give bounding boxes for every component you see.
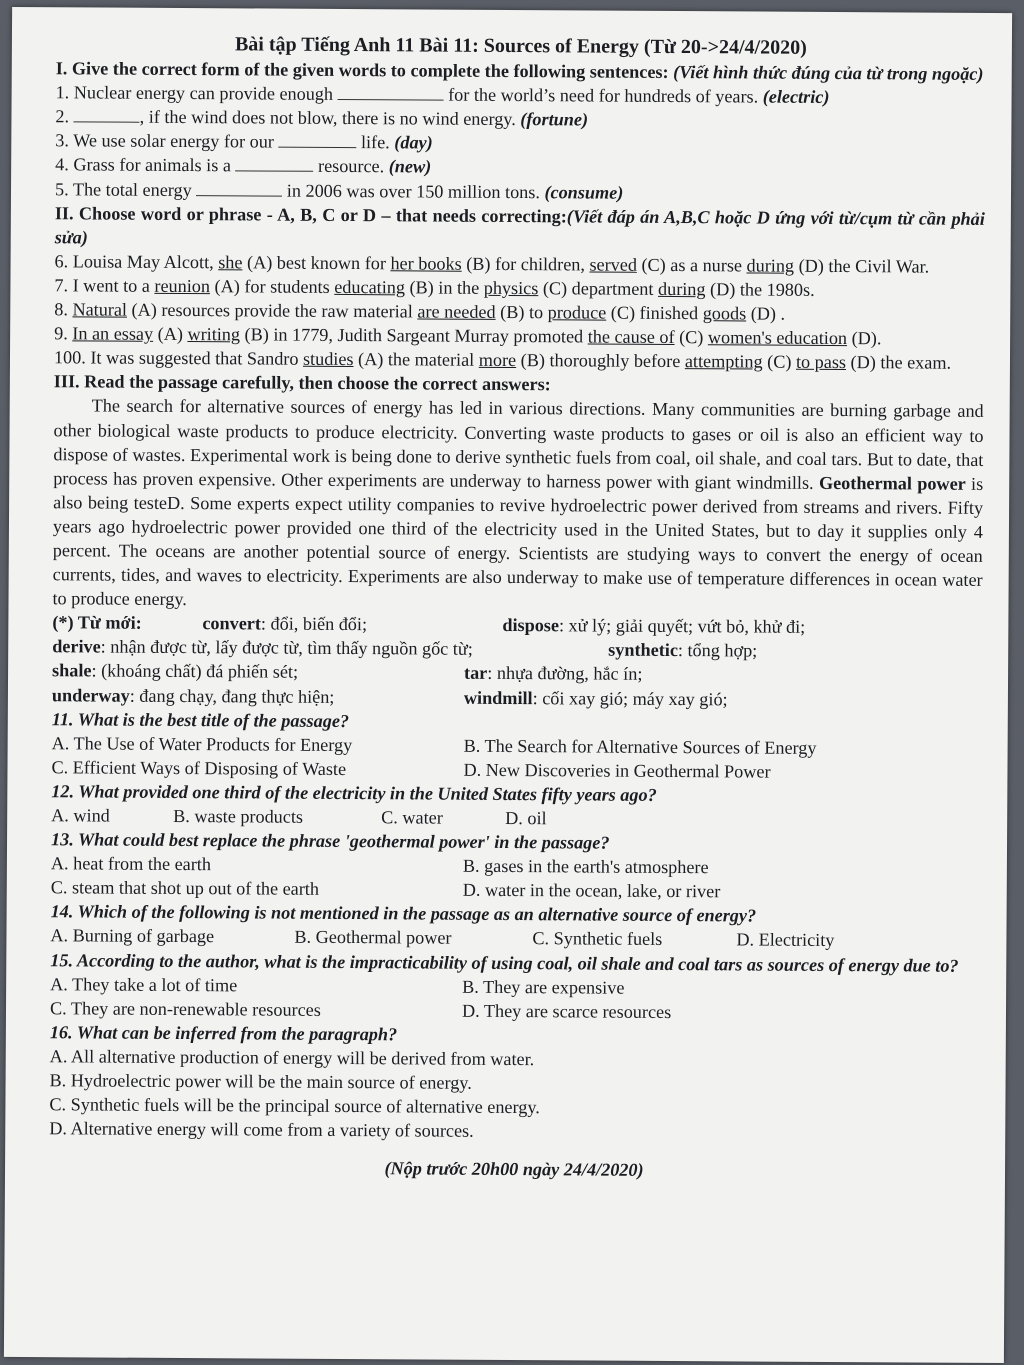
s2-question-9: 9. In an essay (A) writing (B) in 1779, Judith Sargeant Murray promoted the cause of (C) women's education (D). (54, 323, 882, 349)
q11-options-row2: C. Efficient Ways of Disposing of Waste D. New Discoveries in Geothermal Power (51, 757, 771, 782)
q16-option-a: A. All alternative production of energy will be derived from water. (49, 1046, 535, 1070)
q15-options-row2: C. They are non-renewable resources D. They are scarce resources (49, 997, 672, 1022)
q13-options-row2: C. steam that shot up out of the earth D. water in the ocean, lake, or river (50, 877, 721, 902)
question-13: 13. What could best replace the phrase 'geothermal power' in the passage? (50, 829, 610, 853)
section1-instruction: (Viết hình thức đúng của từ trong ngoặc) (673, 62, 984, 84)
s1-item-5: 5. The total energy in 2006 was over 150 million tons. (consume) (54, 178, 624, 203)
question-12: 12. What provided one third of the electricity in the United States fifty years ago? (51, 781, 657, 805)
section3-heading: III. Read the passage carefully, then choose the correct answers: (53, 371, 551, 395)
question-15: 15. According to the author, what is the impracticability of using coal, oil shale and coal tars as sources of energy due to? (50, 949, 959, 976)
question-11: 11. What is the best title of the passage? (51, 708, 350, 731)
q15-options-row1: A. They take a lot of time B. They are expensive (50, 973, 625, 998)
q13-options-row1: A. heat from the earth B. gases in the earth's atmosphere (50, 853, 709, 878)
worksheet-paper (4, 7, 1012, 1363)
reading-passage: The search for alternative sources of energy has led in various directions. Many communities are burning garbage and other biological waste products to produce electricity. Converting waste products to gases or oil is also an efficient way to dispose of wastes. Experimental work is being done to derive synthetic fuels from coal, oil shale, and coal tars. But to date, that process has proven expensive. Other experiments are underway to harness power with giant windmills. Geothermal power is also being testeD. Some experts expect utility companies to revive hydroelectric power derived from streams and rivers. Fifty years ago hydroelectric power provided one third of the electricity used in the United States, but to day it supplies only 4 percent. The oceans are another potential source of energy. Scientists are studying ways to convert the energy of ocean currents, tides, and waves to electricity. Experiments are also underway to make use of temperature differences in ocean water to produce energy. (52, 395, 984, 610)
vocab-row-3: shale: (khoáng chất) đá phiến sét; tar: nhựa đường, hắc ín; (52, 660, 643, 685)
s2-question-10: 100. It was suggested that Sandro studies (A) the material more (B) thoroughly before attempting (C) to pass (D) the exam. (53, 347, 952, 373)
s1-item-2: 2. , if the wind does not blow, there is no wind energy. (fortune) (55, 106, 589, 130)
q16-option-c: C. Synthetic fuels will be the principal source of alternative energy. (49, 1094, 540, 1118)
submission-deadline: (Nộp trước 20h00 ngày 24/4/2020) (384, 1158, 644, 1181)
section2-heading: II. Choose word or phrase - A, B, C or D – that needs correcting: (54, 202, 567, 227)
s2-question-7: 7. I went to a reunion (A) for students educating (B) in the physics (C) department during (D) the 1980s. (54, 275, 815, 300)
q12-options: A. wind B. waste products C. water D. oil (51, 805, 547, 829)
q14-options: A. Burning of garbage B. Geothermal power C. Synthetic fuels D. Electricity (50, 925, 835, 951)
q16-option-d: D. Alternative energy will come from a variety of sources. (49, 1118, 474, 1142)
s1-item-3: 3. We use solar energy for our life. (day) (55, 130, 433, 153)
q11-options-row1: A. The Use of Water Products for Energy B. The Search for Alternative Sources of Energy (51, 732, 817, 758)
worksheet-content (49, 31, 986, 1184)
vocab-label: (*) Từ mới: (52, 612, 142, 634)
s2-question-8: 8. Natural (A) resources provide the raw material are needed (B) to produce (C) finished goods (D) . (54, 299, 786, 324)
question-16: 16. What can be inferred from the paragraph? (49, 1022, 398, 1045)
q16-option-b: B. Hydroelectric power will be the main source of energy. (49, 1070, 472, 1093)
page-title: Bài tập Tiếng Anh 11 Bài 11: Sources of Energy (Từ 20->24/4/2020) (234, 33, 807, 59)
section2-instruction: (Viết đáp án A,B,C hoặc D ứng với từ/cụm từ cần phải sửa) (54, 206, 985, 248)
s2-question-6: 6. Louisa May Alcott, she (A) best known for her books (B) for children, served (C) as a nurse during (D) the Civil War. (54, 251, 930, 277)
section2-heading-block (55, 201, 985, 255)
vocab-row-2: derive: nhận được từ, lấy được từ, tìm thấy nguồn gốc từ; synthetic: tổng hợp; (52, 636, 758, 661)
vocab-row-1: (*) Từ mới: convert: đổi, biến đổi; dispose: xử lý; giải quyết; vứt bỏ, khử đi; (52, 612, 806, 638)
question-14: 14. Which of the following is not mentioned in the passage as an alternative source of energy? (50, 901, 757, 926)
vocab-row-4: underway: đang chạy, đang thực hiện; windmill: cối xay gió; máy xay gió; (51, 684, 728, 709)
section1-heading: I. Give the correct form of the given words to complete the following sentences: (55, 58, 669, 83)
s1-item-4: 4. Grass for animals is a resource. (new) (55, 154, 432, 177)
s1-item-1: 1. Nuclear energy can provide enough for the world’s need for hundreds of years. (electric) (55, 82, 830, 108)
